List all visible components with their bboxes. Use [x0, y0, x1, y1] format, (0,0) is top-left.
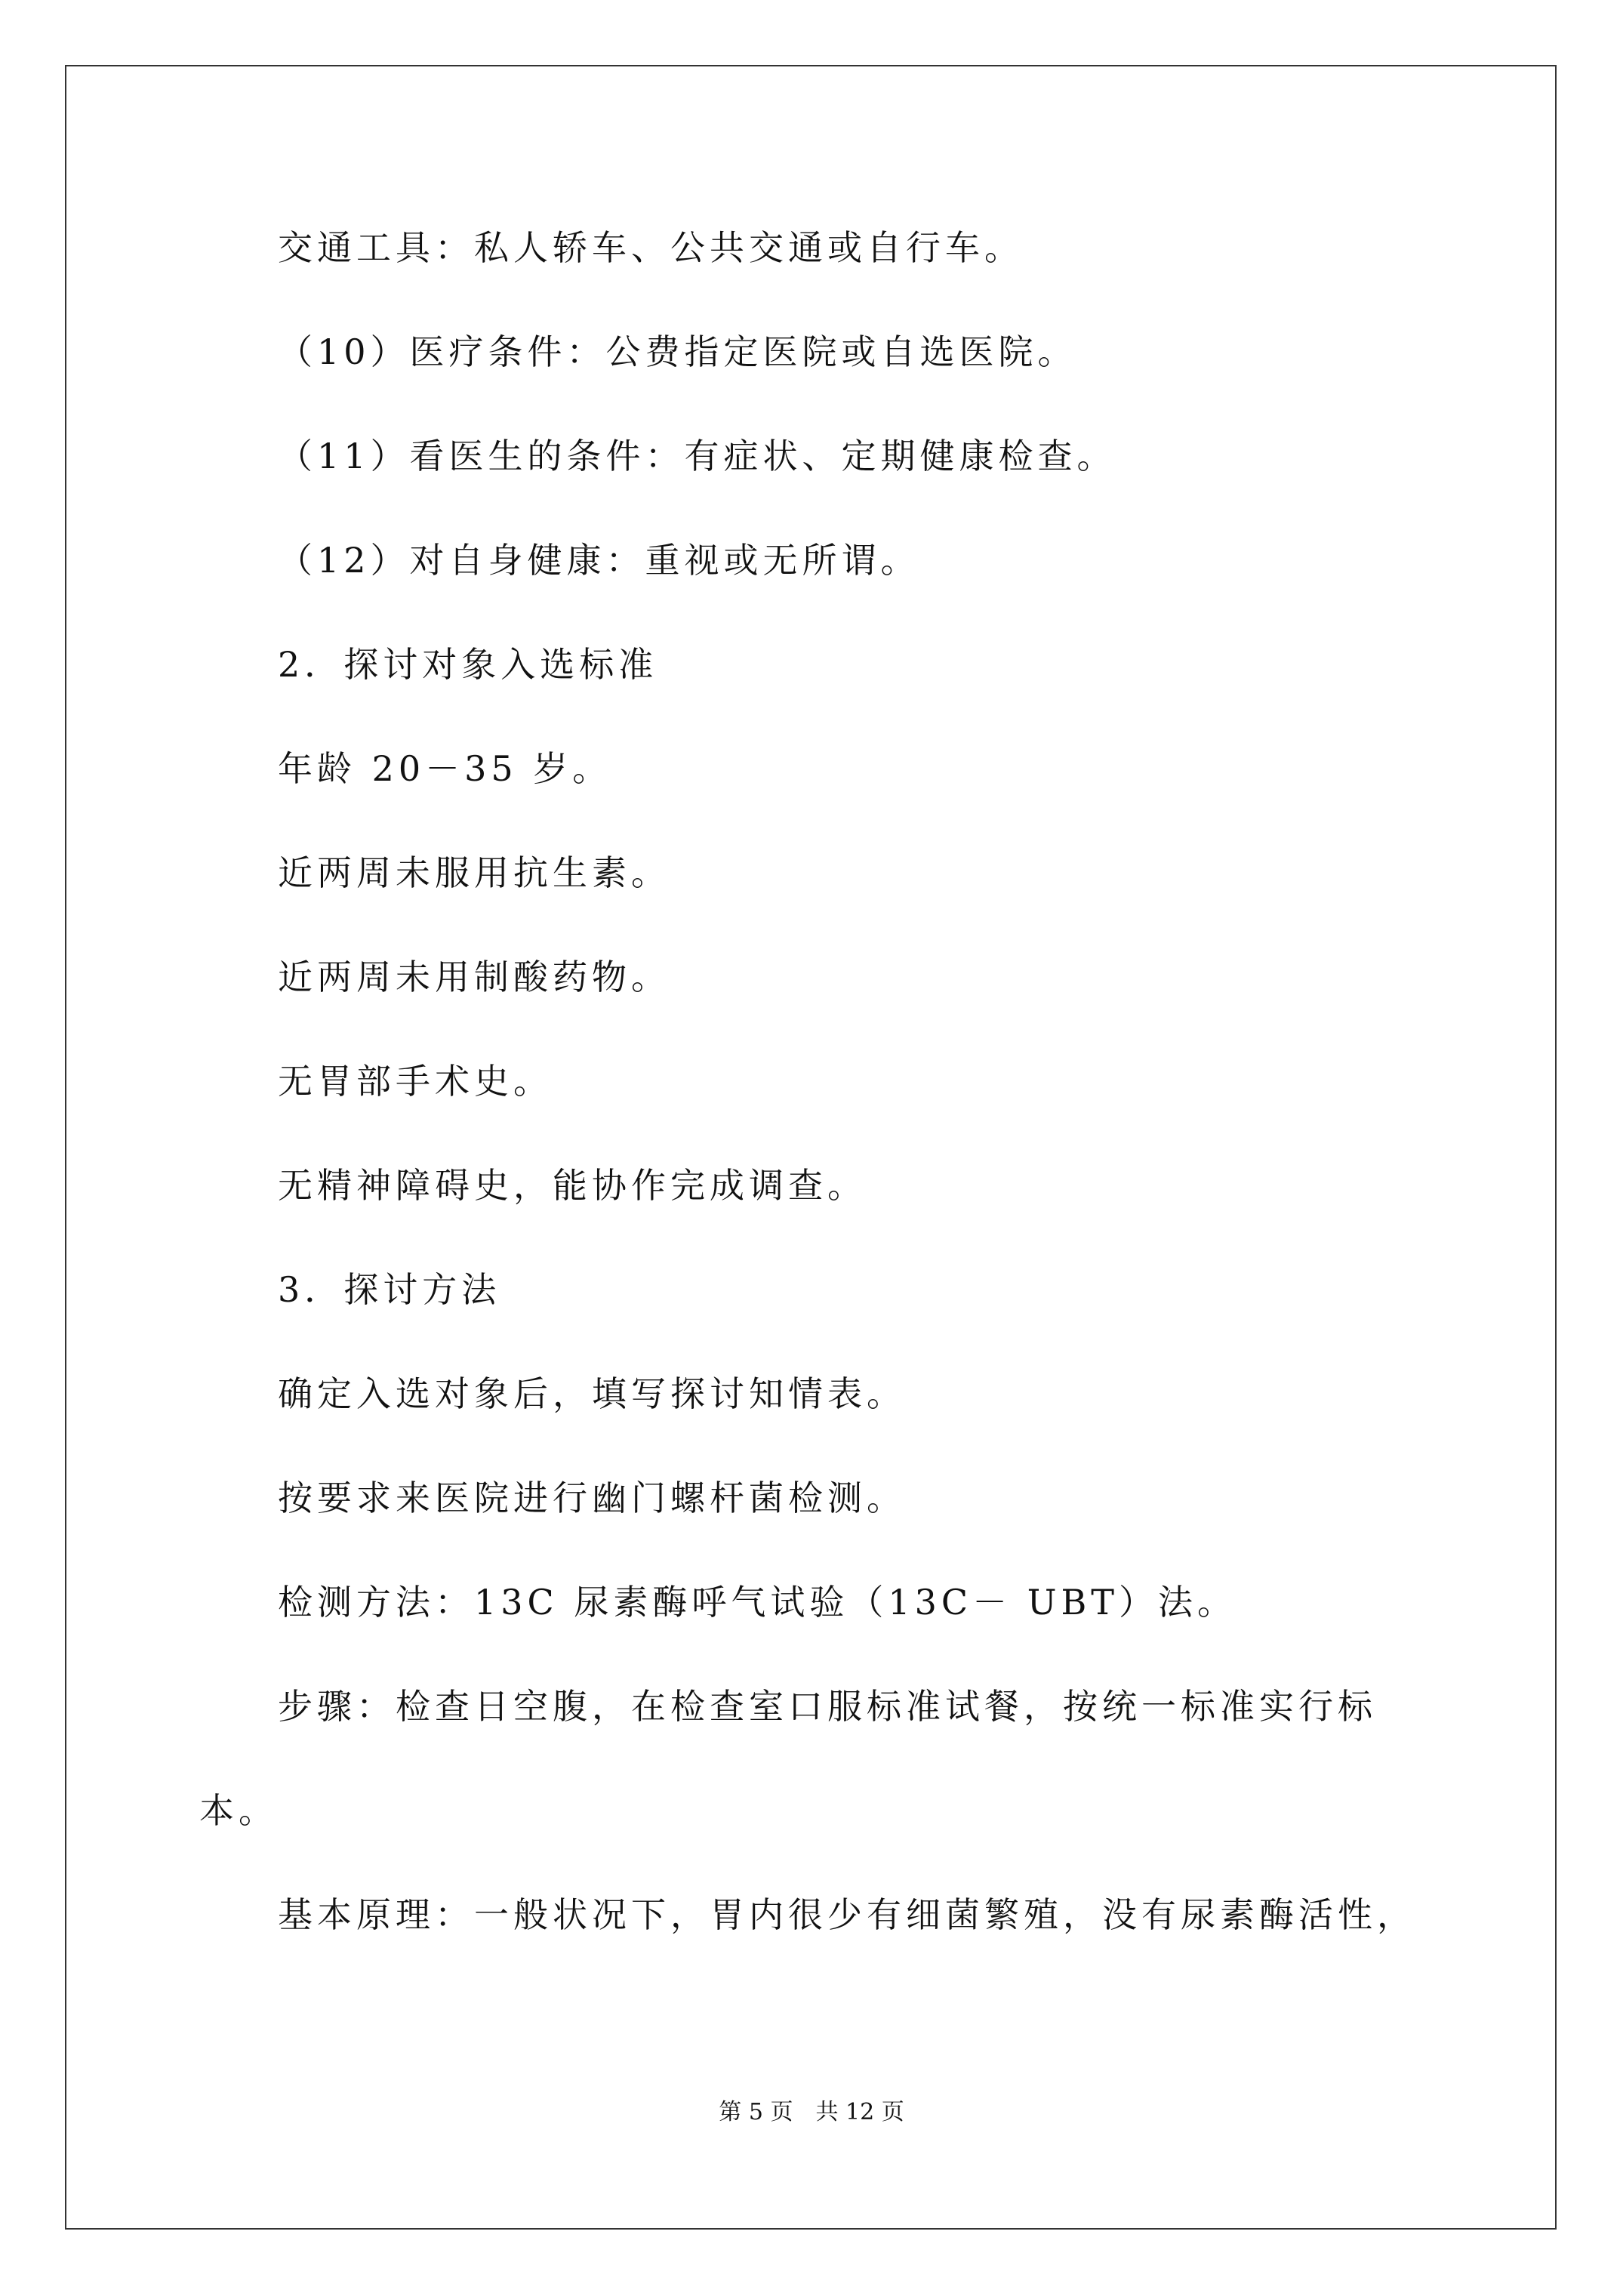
- paragraph: （11）看医生的条件：有症状、定期健康检查。: [278, 436, 1116, 476]
- paragraph: （10）医疗条件：公费指定医院或自选医院。: [278, 331, 1077, 372]
- paragraph: 按要求来医院进行幽门螺杆菌检测。: [278, 1478, 906, 1518]
- paragraph: 近两周未服用抗生素。: [278, 852, 670, 893]
- paragraph: 年龄 20－35 岁。: [278, 748, 612, 789]
- paragraph: （12）对自身健康：重视或无所谓。: [278, 540, 920, 581]
- section-heading: 3．探讨方法: [278, 1269, 501, 1310]
- paragraph: 确定入选对象后，填写探讨知情表。: [278, 1373, 906, 1414]
- paragraph: 近两周未用制酸药物。: [278, 957, 670, 997]
- paragraph: 基本原理：一般状况下，胃内很少有细菌繁殖，没有尿素酶活性，: [278, 1894, 1416, 1935]
- section-heading: 2．探讨对象入选标准: [278, 644, 658, 685]
- paragraph: 无胃部手术史。: [278, 1061, 553, 1102]
- page-footer: 第 5 页 共 12 页: [719, 2099, 904, 2125]
- paragraph: 检测方法：13C 尿素酶呼气试验（13C－ UBT）法。: [278, 1582, 1236, 1623]
- paragraph-continuation: 本。: [199, 1790, 278, 1831]
- paragraph: 步骤：检查日空腹，在检查室口服标准试餐，按统一标准实行标: [278, 1686, 1377, 1727]
- paragraph: 交通工具：私人轿车、公共交通或自行车。: [278, 227, 1024, 268]
- paragraph: 无精神障碍史，能协作完成调查。: [278, 1165, 867, 1206]
